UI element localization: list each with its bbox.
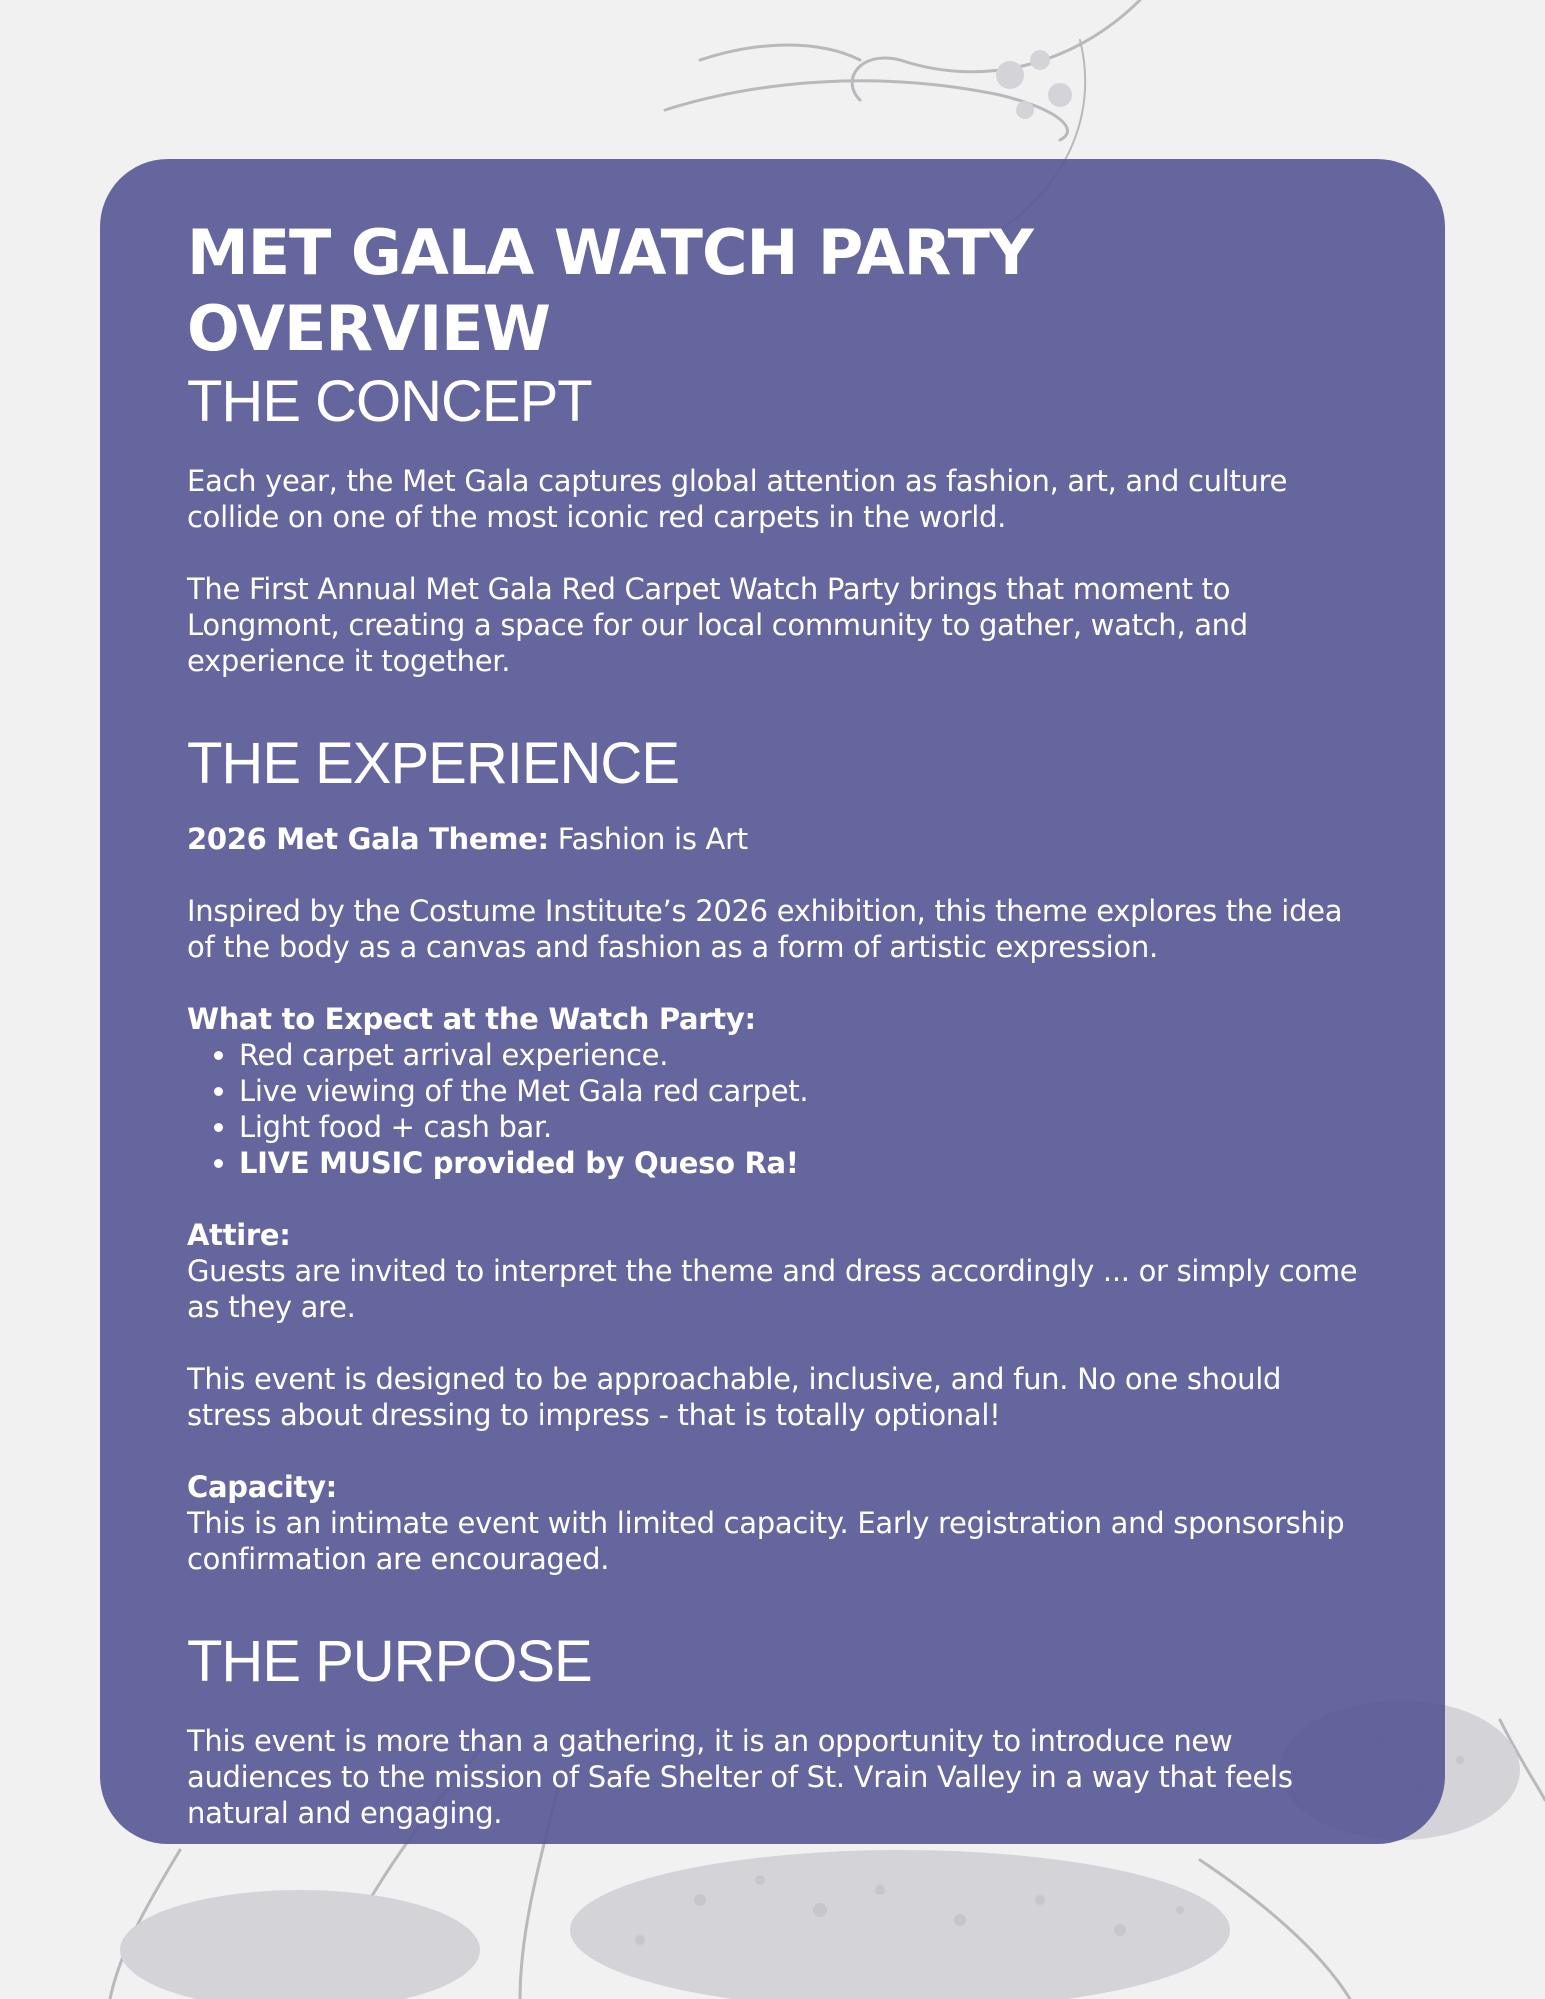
list-item: • Live viewing of the Met Gala red carpet. xyxy=(239,1073,1365,1109)
list-item: • Light food + cash bar. xyxy=(239,1109,1365,1145)
concept-heading: THE CONCEPT xyxy=(187,369,592,434)
concept-paragraph-1: Each year, the Met Gala captures global attention as fashion, art, and culture collide on one of the most iconic red carpets in the world. xyxy=(187,464,1288,534)
purpose-paragraph: This event is more than a gathering, it is an opportunity to introduce new audiences to the mission of Safe Shelter of St. Vrain Valley in a way that feels natural and engaging. xyxy=(187,1724,1293,1830)
theme-description: Inspired by the Costume Institute’s 2026 exhibition, this theme explores the idea of the body as a canvas and fashion as a form of artistic expression. xyxy=(187,894,1343,964)
list-item: • LIVE MUSIC provided by Queso Ra! xyxy=(239,1145,1365,1181)
attire-label: Attire: xyxy=(187,1218,291,1252)
overview-card xyxy=(100,159,1445,1844)
attire-paragraph-1: Guests are invited to interpret the theme and dress accordingly ... or simply come as they are. xyxy=(187,1254,1358,1324)
capacity-label: Capacity: xyxy=(187,1470,337,1504)
capacity-paragraph: This is an intimate event with limited capacity. Early registration and sponsorship confirmation are encouraged. xyxy=(187,1506,1345,1576)
experience-heading: THE EXPERIENCE xyxy=(187,731,679,796)
page-title: MET GALA WATCH PARTY OVERVIEW xyxy=(187,216,1033,365)
expect-list xyxy=(187,1037,1365,1181)
list-item: • Red carpet arrival experience. xyxy=(239,1037,1365,1073)
theme-label: 2026 Met Gala Theme: xyxy=(187,822,549,856)
theme-line xyxy=(187,821,1365,857)
attire-paragraph-2: This event is designed to be approachable, inclusive, and fun. No one should stress about dressing to impress - that is totally optional! xyxy=(187,1362,1282,1432)
theme-value: Fashion is Art xyxy=(557,822,748,856)
purpose-heading: THE PURPOSE xyxy=(187,1629,592,1694)
expect-label: What to Expect at the Watch Party: xyxy=(187,1002,756,1036)
concept-paragraph-2: The First Annual Met Gala Red Carpet Watch Party brings that moment to Longmont, creating a space for our local community to gather, watch, and experience it together. xyxy=(187,572,1248,678)
